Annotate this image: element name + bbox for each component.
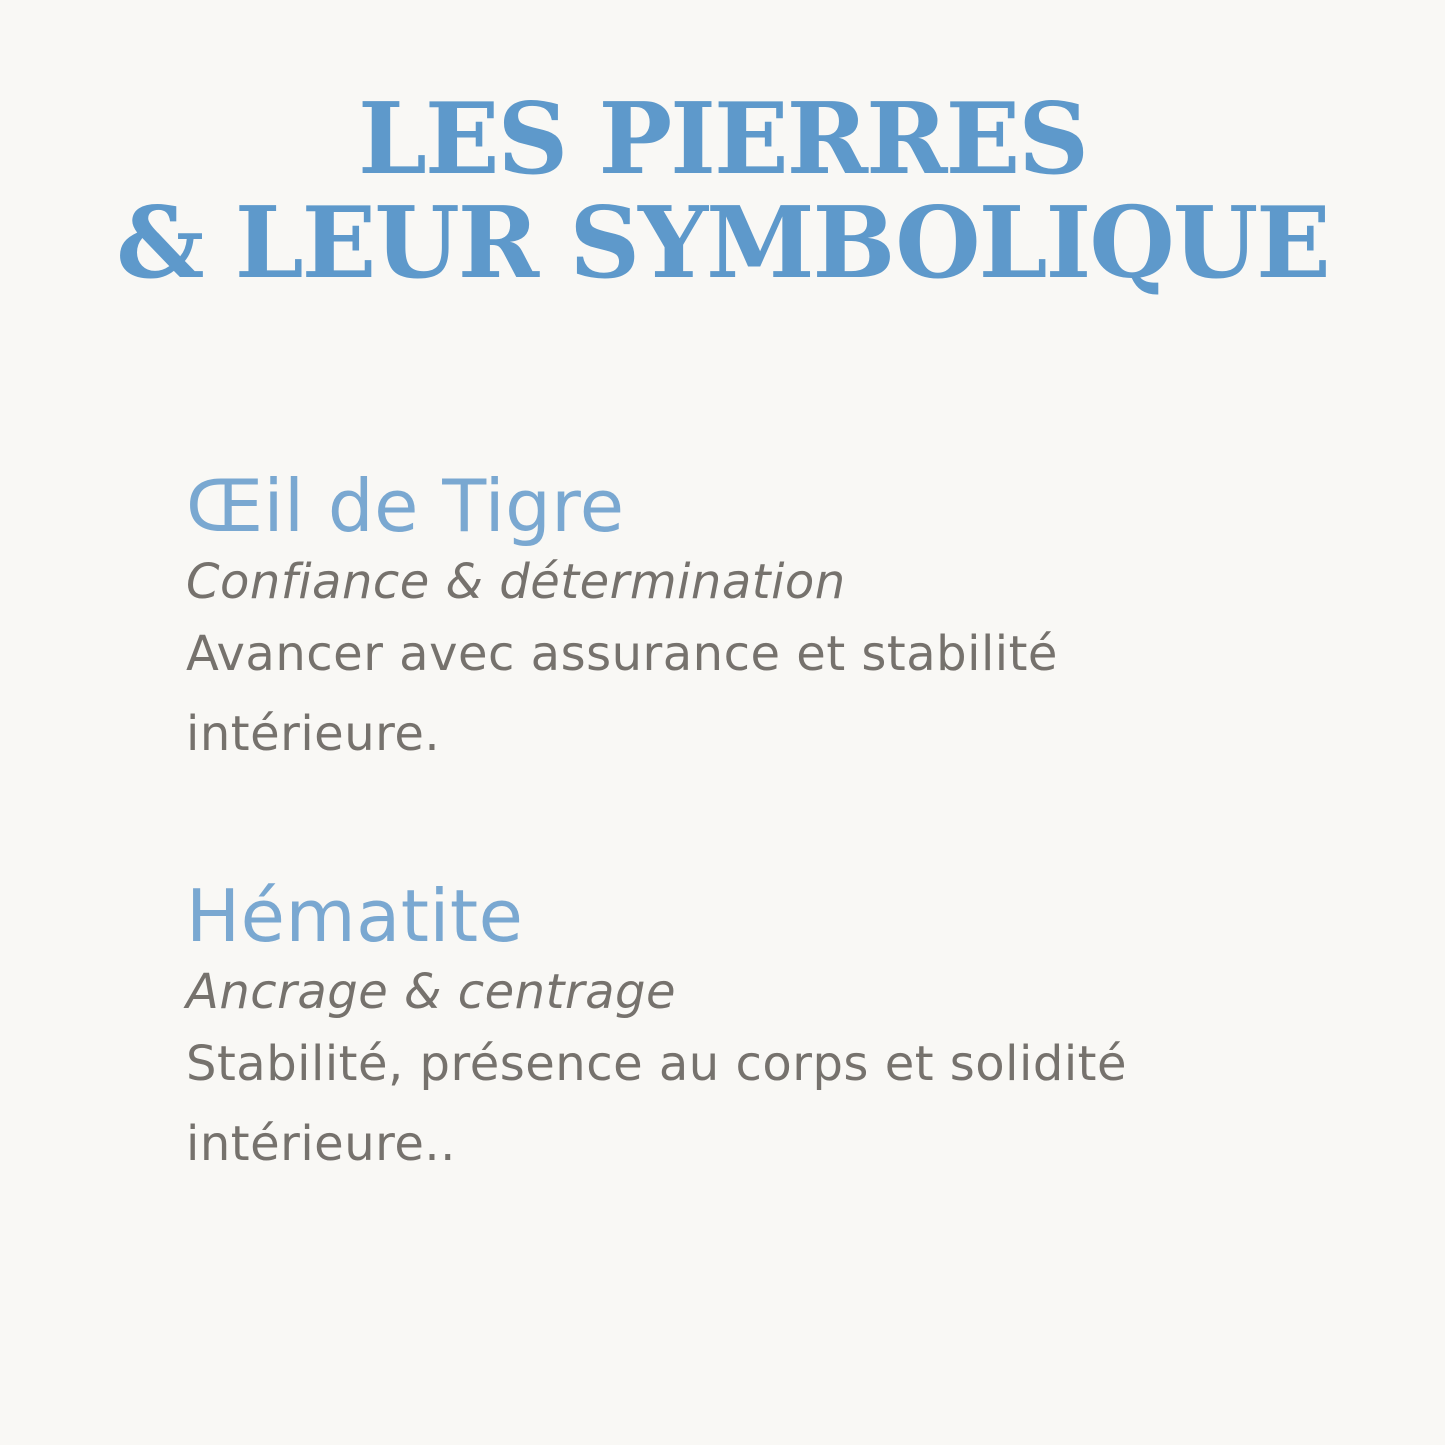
stone-name: Hématite <box>186 874 524 958</box>
title-line-2: & LEUR SYMBOLIQUE <box>116 186 1329 301</box>
page-title <box>0 82 1445 301</box>
stone-name: Œil de Tigre <box>186 464 625 548</box>
stone-entry-hematite <box>186 872 1386 1184</box>
stone-entry-oeil-de-tigre <box>186 462 1386 774</box>
stone-description-line-1: Stabilité, présence au corps et solidité <box>186 1036 1127 1092</box>
stone-description-line-1: Avancer avec assurance et stabilité <box>186 626 1058 682</box>
stone-description <box>186 614 1386 774</box>
stone-description-line-2: intérieure.. <box>186 1116 456 1172</box>
stone-subtitle: Ancrage & centrage <box>186 964 677 1020</box>
title-line-1: LES PIERRES <box>357 82 1088 197</box>
stone-description-line-2: intérieure. <box>186 706 441 762</box>
stone-description <box>186 1024 1386 1184</box>
stone-subtitle: Confiance & détermination <box>186 554 846 610</box>
